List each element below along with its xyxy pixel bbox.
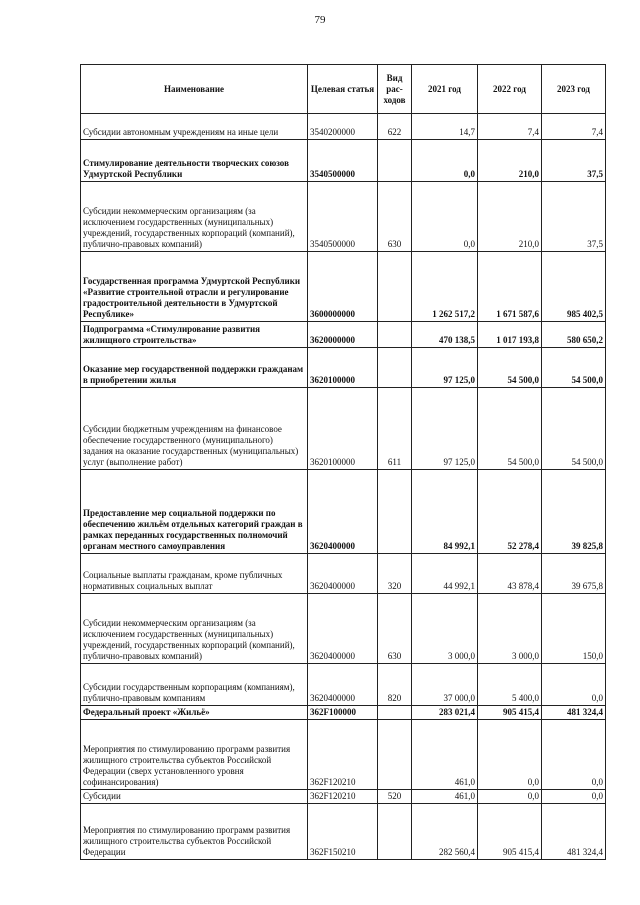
row-value-2022: 1 017 193,8	[478, 322, 542, 348]
row-value-2022: 3 000,0	[478, 594, 542, 664]
row-value-2021: 37 000,0	[412, 664, 478, 706]
row-expense-type	[378, 140, 412, 182]
row-expense-type: 630	[378, 182, 412, 252]
table-header-row	[81, 65, 606, 114]
row-target-code: 3620100000	[308, 388, 378, 470]
row-name: Федеральный проект «Жильё»	[81, 706, 308, 720]
header-2022: 2022 год	[478, 65, 542, 114]
row-value-2022: 210,0	[478, 140, 542, 182]
row-value-2021: 0,0	[412, 182, 478, 252]
row-value-2021: 3 000,0	[412, 594, 478, 664]
row-value-2021: 283 021,4	[412, 706, 478, 720]
row-expense-type: 320	[378, 554, 412, 594]
row-value-2022: 54 500,0	[478, 348, 542, 388]
row-value-2023: 985 402,5	[542, 252, 606, 322]
row-value-2023: 150,0	[542, 594, 606, 664]
row-name: Мероприятия по стимулированию программ развития жилищного строительства субъектов Российской Федерации	[81, 804, 308, 860]
row-value-2022: 905 415,4	[478, 804, 542, 860]
table-row	[81, 140, 606, 182]
row-name: Социальные выплаты гражданам, кроме публичных нормативных социальных выплат	[81, 554, 308, 594]
table-row	[81, 114, 606, 140]
row-name: Субсидии	[81, 790, 308, 804]
row-target-code: 3540200000	[308, 114, 378, 140]
row-value-2022: 905 415,4	[478, 706, 542, 720]
header-code: Целевая статья	[308, 65, 378, 114]
row-value-2023: 481 324,4	[542, 804, 606, 860]
row-target-code: 3620100000	[308, 348, 378, 388]
row-value-2023: 0,0	[542, 664, 606, 706]
row-value-2023: 481 324,4	[542, 706, 606, 720]
row-value-2021: 470 138,5	[412, 322, 478, 348]
row-name: Оказание мер государственной поддержки гражданам в приобретении жилья	[81, 348, 308, 388]
row-value-2022: 52 278,4	[478, 470, 542, 554]
row-target-code: 3620000000	[308, 322, 378, 348]
row-value-2021: 44 992,1	[412, 554, 478, 594]
row-expense-type: 820	[378, 664, 412, 706]
row-target-code: 3620400000	[308, 664, 378, 706]
row-value-2023: 37,5	[542, 182, 606, 252]
row-expense-type	[378, 720, 412, 790]
header-type: Вид рас-ходов	[378, 65, 412, 114]
row-name: Субсидии бюджетным учреждениям на финансовое обеспечение государственного (муниципального) задания на оказание государственных (муниципальных) услуг (выполнение работ)	[81, 388, 308, 470]
header-2021: 2021 год	[412, 65, 478, 114]
row-target-code: 362F120210	[308, 720, 378, 790]
table-row	[81, 348, 606, 388]
row-value-2021: 97 125,0	[412, 348, 478, 388]
row-value-2023: 54 500,0	[542, 388, 606, 470]
row-value-2021: 282 560,4	[412, 804, 478, 860]
row-value-2021: 97 125,0	[412, 388, 478, 470]
row-name: Субсидии государственным корпорациям (компаниям), публично-правовым компаниям	[81, 664, 308, 706]
row-value-2023: 580 650,2	[542, 322, 606, 348]
row-name: Субсидии некоммерческим организациям (за исключением государственных (муниципальных) учреждений, государственных корпораций (компаний), публично-правовых компаний)	[81, 182, 308, 252]
row-expense-type: 611	[378, 388, 412, 470]
row-value-2021: 0,0	[412, 140, 478, 182]
row-value-2021: 14,7	[412, 114, 478, 140]
row-value-2023: 7,4	[542, 114, 606, 140]
table-row	[81, 804, 606, 860]
row-value-2023: 0,0	[542, 790, 606, 804]
row-value-2022: 0,0	[478, 790, 542, 804]
row-name: Субсидии автономным учреждениям на иные цели	[81, 114, 308, 140]
row-value-2022: 5 400,0	[478, 664, 542, 706]
row-expense-type	[378, 706, 412, 720]
row-expense-type	[378, 348, 412, 388]
table-row	[81, 470, 606, 554]
table-row	[81, 664, 606, 706]
table-row	[81, 388, 606, 470]
row-expense-type: 520	[378, 790, 412, 804]
table-row	[81, 720, 606, 790]
table-row	[81, 554, 606, 594]
row-target-code: 3620400000	[308, 470, 378, 554]
row-value-2023: 39 825,8	[542, 470, 606, 554]
row-value-2021: 461,0	[412, 790, 478, 804]
row-expense-type: 622	[378, 114, 412, 140]
row-name: Субсидии некоммерческим организациям (за исключением государственных (муниципальных) учреждений, государственных корпораций (компаний), публично-правовых компаний)	[81, 594, 308, 664]
row-expense-type	[378, 252, 412, 322]
budget-table	[80, 64, 606, 860]
table-row	[81, 252, 606, 322]
row-expense-type	[378, 470, 412, 554]
header-2023: 2023 год	[542, 65, 606, 114]
row-value-2021: 1 262 517,2	[412, 252, 478, 322]
row-value-2023: 54 500,0	[542, 348, 606, 388]
row-target-code: 3540500000	[308, 182, 378, 252]
row-target-code: 362F150210	[308, 804, 378, 860]
row-target-code: 3620400000	[308, 594, 378, 664]
table-row	[81, 322, 606, 348]
row-value-2023: 0,0	[542, 720, 606, 790]
row-target-code: 3600000000	[308, 252, 378, 322]
row-value-2022: 1 671 587,6	[478, 252, 542, 322]
row-value-2022: 43 878,4	[478, 554, 542, 594]
table-row	[81, 594, 606, 664]
row-name: Предоставление мер социальной поддержки по обеспечению жильём отдельных категорий граждан в рамках переданных государственных полномочий органам местного самоуправления	[81, 470, 308, 554]
row-value-2023: 39 675,8	[542, 554, 606, 594]
table-row	[81, 182, 606, 252]
row-value-2022: 0,0	[478, 720, 542, 790]
row-target-code: 3540500000	[308, 140, 378, 182]
row-target-code: 3620400000	[308, 554, 378, 594]
row-value-2023: 37,5	[542, 140, 606, 182]
table-row	[81, 706, 606, 720]
row-name: Стимулирование деятельности творческих союзов Удмуртской Республики	[81, 140, 308, 182]
row-name: Государственная программа Удмуртской Республики «Развитие строительной отрасли и регулирование градостроительной деятельности в Удмуртской Республике»	[81, 252, 308, 322]
row-name: Мероприятия по стимулированию программ развития жилищного строительства субъектов Российской Федерации (сверх установленного уровня софинансирования)	[81, 720, 308, 790]
row-expense-type	[378, 322, 412, 348]
page-number: 79	[314, 14, 326, 26]
row-value-2022: 54 500,0	[478, 388, 542, 470]
row-target-code: 362F100000	[308, 706, 378, 720]
row-expense-type: 630	[378, 594, 412, 664]
table-body	[81, 114, 606, 860]
row-value-2022: 210,0	[478, 182, 542, 252]
row-target-code: 362F120210	[308, 790, 378, 804]
row-value-2022: 7,4	[478, 114, 542, 140]
table-row	[81, 790, 606, 804]
row-expense-type	[378, 804, 412, 860]
row-value-2021: 461,0	[412, 720, 478, 790]
row-name: Подпрограмма «Стимулирование развития жилищного строительства»	[81, 322, 308, 348]
row-value-2021: 84 992,1	[412, 470, 478, 554]
header-name: Наименование	[81, 65, 308, 114]
